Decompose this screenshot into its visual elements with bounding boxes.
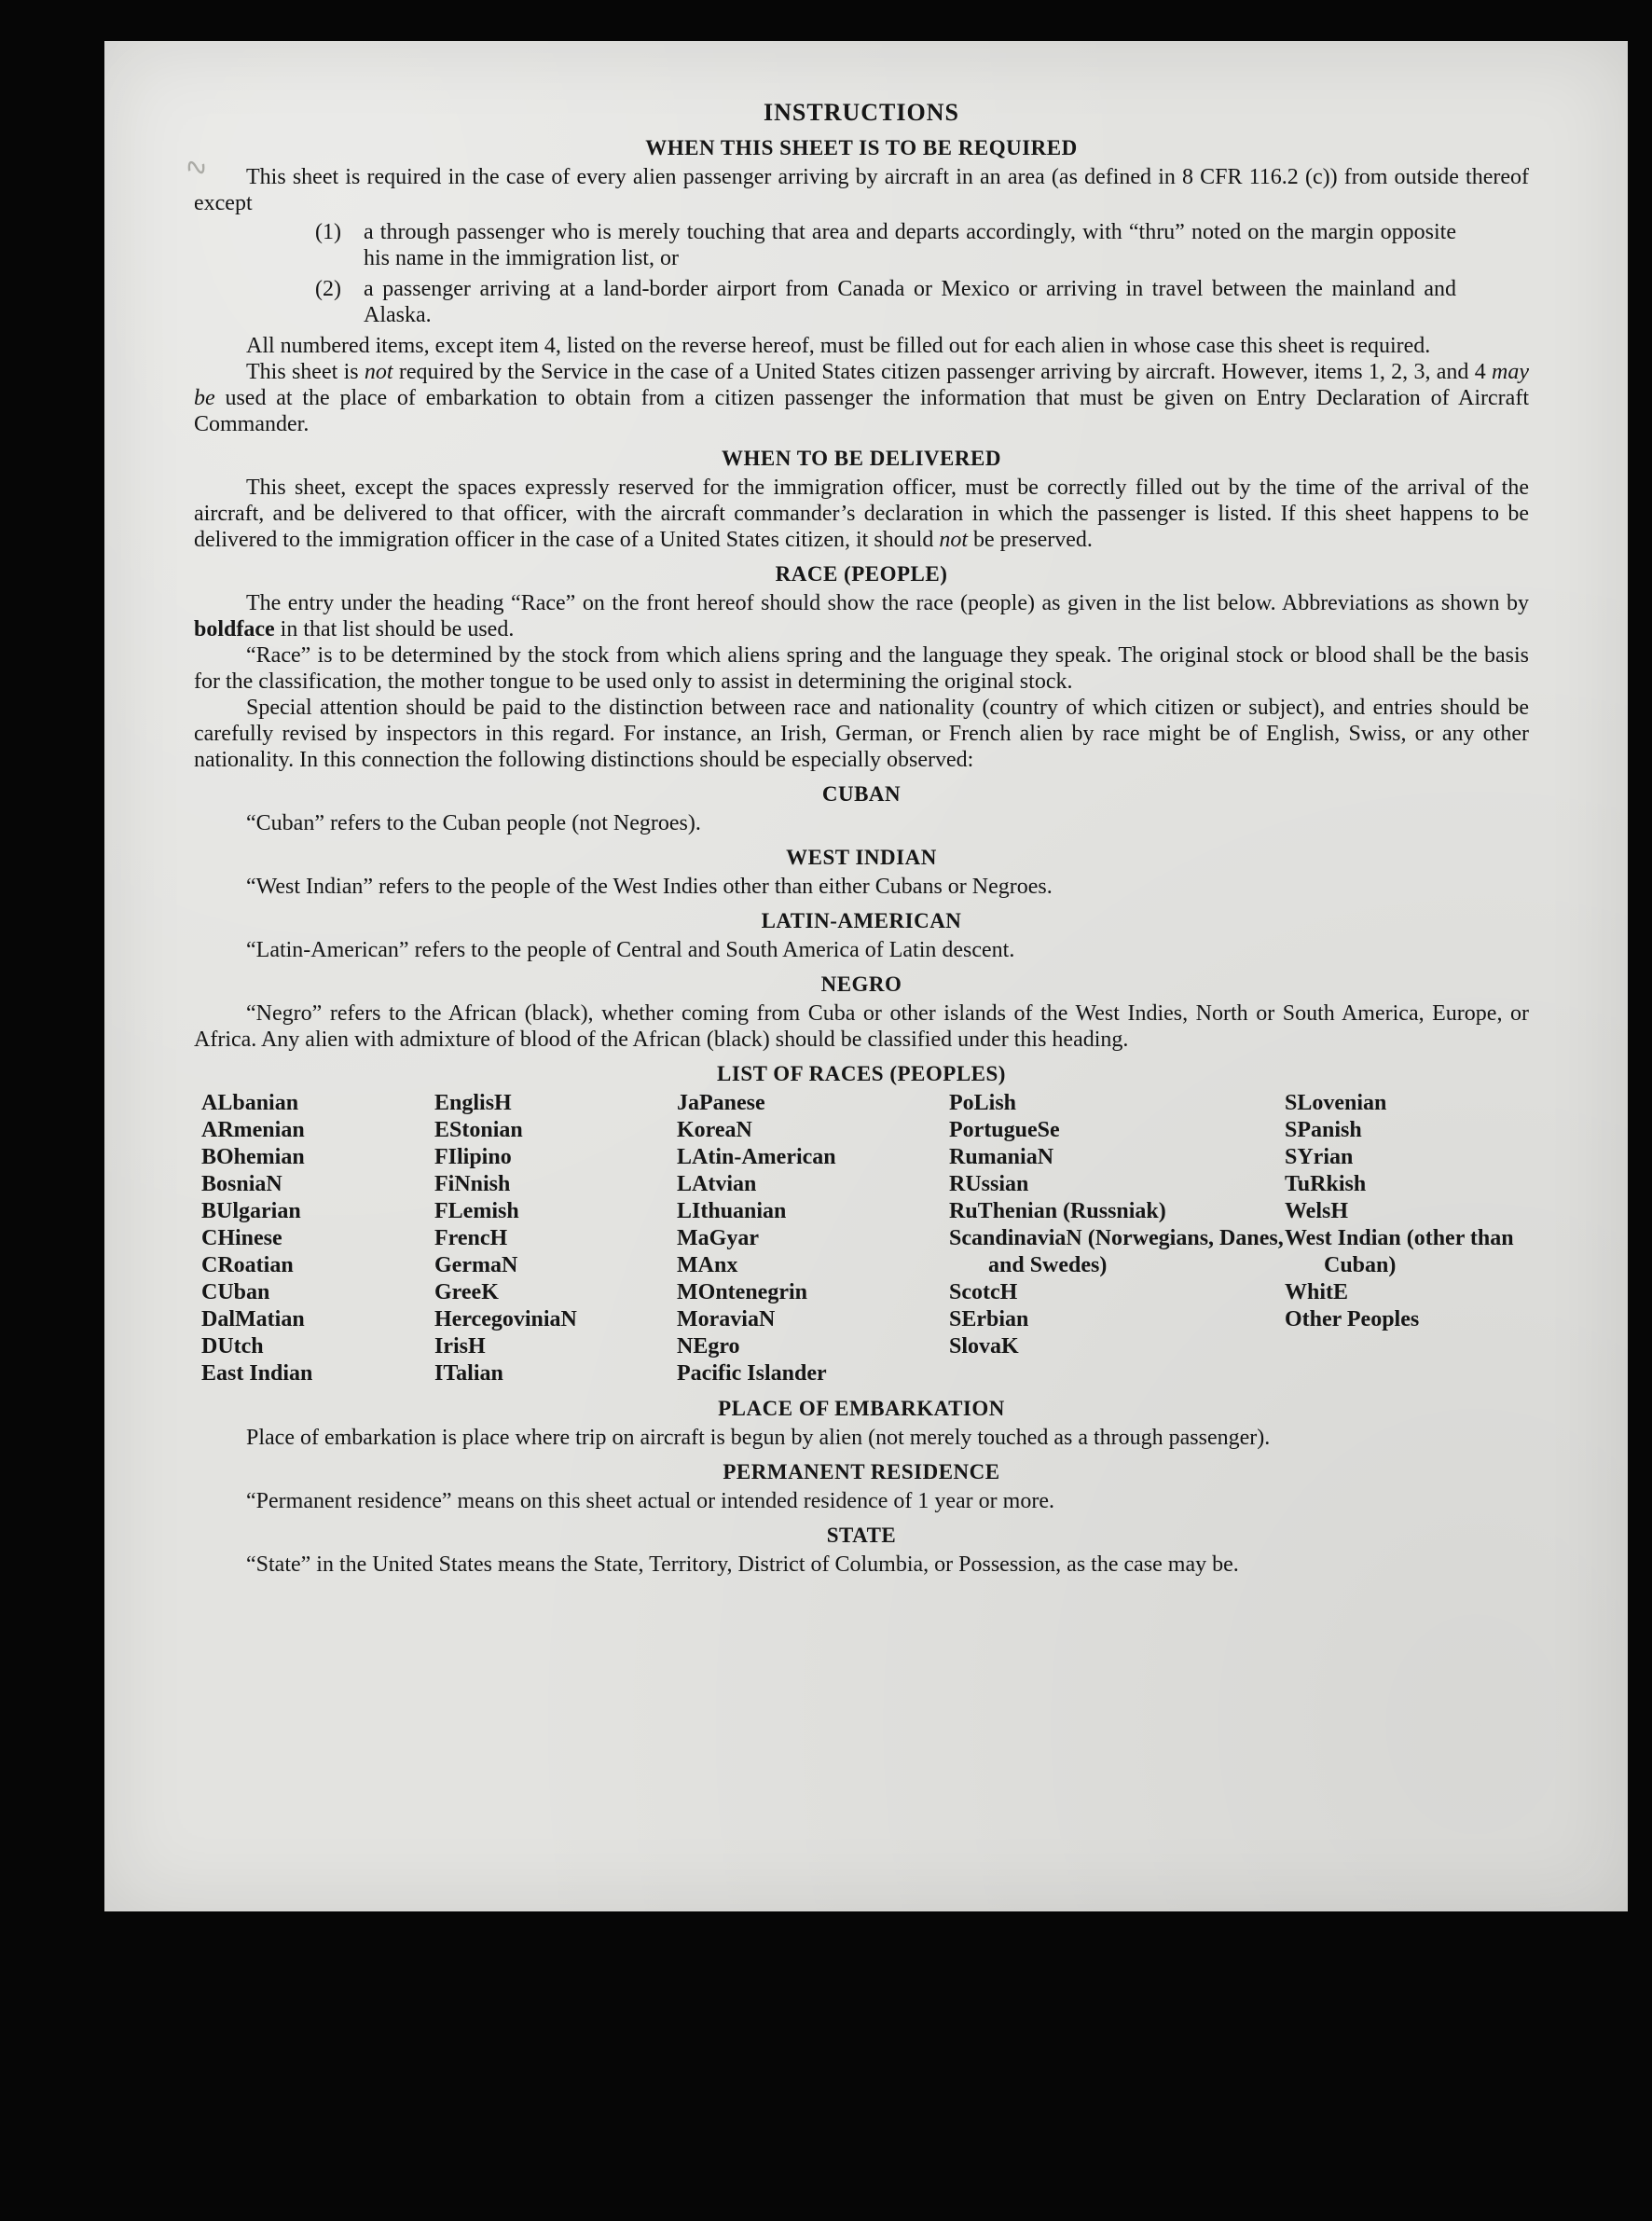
race-item: FrencH <box>434 1226 508 1250</box>
race-item: West Indian (other than Cuban) <box>1285 1226 1514 1277</box>
heading-list-of-races: LIST OF RACES (PEOPLES) <box>717 1062 1006 1085</box>
paragraph-negro: “Negro” refers to the African (black), whether coming from Cuba or other islands of the West Indies, North or South America, Europe, or Africa. Any alien with admixture of blood of the African (black) should be classified under this heading. <box>194 1001 1529 1052</box>
race-item: KoreaN <box>677 1118 752 1142</box>
race-item: WelsH <box>1285 1199 1349 1223</box>
race-item: DUtch <box>201 1334 264 1359</box>
heading-when-delivered: WHEN TO BE DELIVERED <box>722 447 1001 470</box>
race-item: CRoatian <box>201 1253 294 1277</box>
pencil-mark: ∿ <box>180 147 213 187</box>
races-column-4 <box>949 1090 1285 1387</box>
races-column-1 <box>201 1090 434 1387</box>
text-segment: be preserved. <box>968 528 1093 552</box>
paragraph-latin-american: “Latin-American” refers to the people of Central and South America of Latin descent. <box>246 938 1015 962</box>
text-segment: in that list should be used. <box>274 617 515 641</box>
race-item: MaGyar <box>677 1226 759 1250</box>
races-column-2 <box>434 1090 677 1387</box>
race-item: SErbian <box>949 1307 1029 1331</box>
races-table <box>201 1090 1529 1387</box>
race-item: IrisH <box>434 1334 486 1359</box>
paragraph-residence: “Permanent residence” means on this sheet actual or intended residence of 1 year or more. <box>246 1489 1054 1513</box>
race-item: CUban <box>201 1280 270 1304</box>
paragraph-race-stock: “Race” is to be determined by the stock from which aliens spring and the language they speak. The original stock or blood shall be the basis for the classification, the mother tongue to be used only to assist in determining the original stock. <box>194 643 1529 694</box>
heading-place-of-embarkation: PLACE OF EMBARKATION <box>718 1397 1005 1420</box>
race-item: SlovaK <box>949 1334 1019 1359</box>
race-item: BOhemian <box>201 1145 305 1169</box>
races-column-3 <box>677 1090 949 1387</box>
paragraph-not-required <box>194 359 1529 437</box>
paragraph-race-entry <box>194 590 1529 642</box>
item-text: a passenger arriving at a land-border airport from Canada or Mexico or arriving in travel between the mainland and Alaska. <box>364 277 1456 327</box>
race-item: LAtin-American <box>677 1145 836 1169</box>
race-item: ScandinaviaN (Norwegians, Danes, and Swedes) <box>949 1226 1284 1277</box>
paragraph-all-numbered-items: All numbered items, except item 4, listed on the reverse hereof, must be filled out for each alien in whose case this sheet is required. <box>246 334 1431 358</box>
race-item: MoraviaN <box>677 1307 776 1331</box>
heading-state: STATE <box>826 1524 897 1547</box>
paragraph-required-intro: This sheet is required in the case of every alien passenger arriving by aircraft in an area (as defined in 8 CFR 116.2 (c)) from outside thereof except <box>194 165 1529 215</box>
heading-cuban: CUBAN <box>821 782 902 806</box>
race-item: ITalian <box>434 1361 503 1386</box>
paragraph-west-indian: “West Indian” refers to the people of the West Indies other than either Cubans or Negroes. <box>246 875 1053 899</box>
heading-race-people: RACE (PEOPLE) <box>775 562 948 586</box>
race-item: PortugueSe <box>949 1118 1060 1142</box>
text-segment: required by the Service in the case of a United States citizen passenger arriving by aircraft. However, items 1, 2, 3, and 4 <box>392 360 1493 384</box>
heading-permanent-residence: PERMANENT RESIDENCE <box>723 1460 1000 1483</box>
race-item: GreeK <box>434 1280 499 1304</box>
race-item: DalMatian <box>201 1307 305 1331</box>
paragraph-embarkation: Place of embarkation is place where trip on aircraft is begun by alien (not merely touched as a through passenger). <box>246 1426 1271 1450</box>
race-item: MOntenegrin <box>677 1280 807 1304</box>
text-segment-italic: not <box>939 528 968 552</box>
document-page <box>104 41 1628 1911</box>
text-segment: The entry under the heading “Race” on the front hereof should show the race (people) as given in the list below. Abbreviations as shown by <box>246 591 1529 615</box>
race-item: GermaN <box>434 1253 518 1277</box>
race-item: TuRkish <box>1285 1172 1367 1196</box>
race-item: BUlgarian <box>201 1199 301 1223</box>
item-text: a through passenger who is merely touching that area and departs accordingly, with “thru” noted on the margin opposite his name in the immigration list, or <box>364 220 1456 270</box>
paragraph-cuban: “Cuban” refers to the Cuban people (not Negroes). <box>246 811 701 835</box>
numbered-item-2 <box>315 276 1456 328</box>
race-item: Other Peoples <box>1285 1307 1420 1331</box>
text-segment: This sheet, except the spaces expressly reserved for the immigration officer, must be correctly filled out by the time of the arrival of the aircraft, and be delivered to that officer, with the aircraft commander’s declaration in which the passenger is listed. If this sheet happens to be delivered to the immigration officer in the case of a United States citizen, it should <box>194 476 1529 552</box>
heading-west-indian: WEST INDIAN <box>786 846 937 869</box>
paragraph-state: “State” in the United States means the State, Territory, District of Columbia, or Possession, as the case may be. <box>246 1552 1239 1577</box>
heading-when-required: WHEN THIS SHEET IS TO BE REQUIRED <box>645 136 1078 159</box>
race-item: SYrian <box>1285 1145 1354 1169</box>
race-item: Pacific Islander <box>677 1361 827 1386</box>
race-item: EnglisH <box>434 1091 512 1115</box>
race-item: ARmenian <box>201 1118 305 1142</box>
race-item: EStonian <box>434 1118 523 1142</box>
heading-latin-american: LATIN-AMERICAN <box>761 909 962 932</box>
race-item: SPanish <box>1285 1118 1362 1142</box>
race-item: WhitE <box>1285 1280 1349 1304</box>
page-title: INSTRUCTIONS <box>764 99 959 126</box>
text-segment-bold: boldface <box>194 617 275 641</box>
race-item: East Indian <box>201 1361 313 1386</box>
race-item: CHinese <box>201 1226 282 1250</box>
race-item: FIlipino <box>434 1145 512 1169</box>
race-item: NEgro <box>677 1334 740 1359</box>
race-item: LAtvian <box>677 1172 757 1196</box>
text-segment-italic: may be <box>194 360 1529 410</box>
race-item: PoLish <box>949 1091 1017 1115</box>
text-segment-italic: not <box>364 360 393 384</box>
race-item: ALbanian <box>201 1091 299 1115</box>
item-number: (2) <box>315 277 341 301</box>
paragraph-delivered <box>194 475 1529 553</box>
text-segment: This sheet is <box>246 360 365 384</box>
race-item: FLemish <box>434 1199 519 1223</box>
numbered-item-1 <box>315 219 1456 271</box>
race-item: SLovenian <box>1285 1091 1387 1115</box>
race-item: RUssian <box>949 1172 1029 1196</box>
race-item: JaPanese <box>677 1091 765 1115</box>
race-item: ScotcH <box>949 1280 1018 1304</box>
item-number: (1) <box>315 220 341 244</box>
race-item: LIthuanian <box>677 1199 787 1223</box>
races-column-5 <box>1285 1090 1529 1387</box>
paragraph-race-distinction: Special attention should be paid to the distinction between race and nationality (country of which citizen or subject), and entries should be carefully revised by inspectors in this regard. For instance, an Irish, German, or French alien by race might be of English, Swiss, or any other nationality. In this connection the following distinctions should be especially observed: <box>194 696 1529 772</box>
race-item: RumaniaN <box>949 1145 1054 1169</box>
race-item: BosniaN <box>201 1172 282 1196</box>
race-item: MAnx <box>677 1253 738 1277</box>
race-item: HercegoviniaN <box>434 1307 577 1331</box>
race-item: RuThenian (Russniak) <box>949 1199 1166 1223</box>
text-segment: used at the place of embarkation to obtain from a citizen passenger the information that must be given on Entry Declaration of Aircraft Commander. <box>194 386 1529 436</box>
race-item: FiNnish <box>434 1172 511 1196</box>
heading-negro: NEGRO <box>820 973 902 996</box>
